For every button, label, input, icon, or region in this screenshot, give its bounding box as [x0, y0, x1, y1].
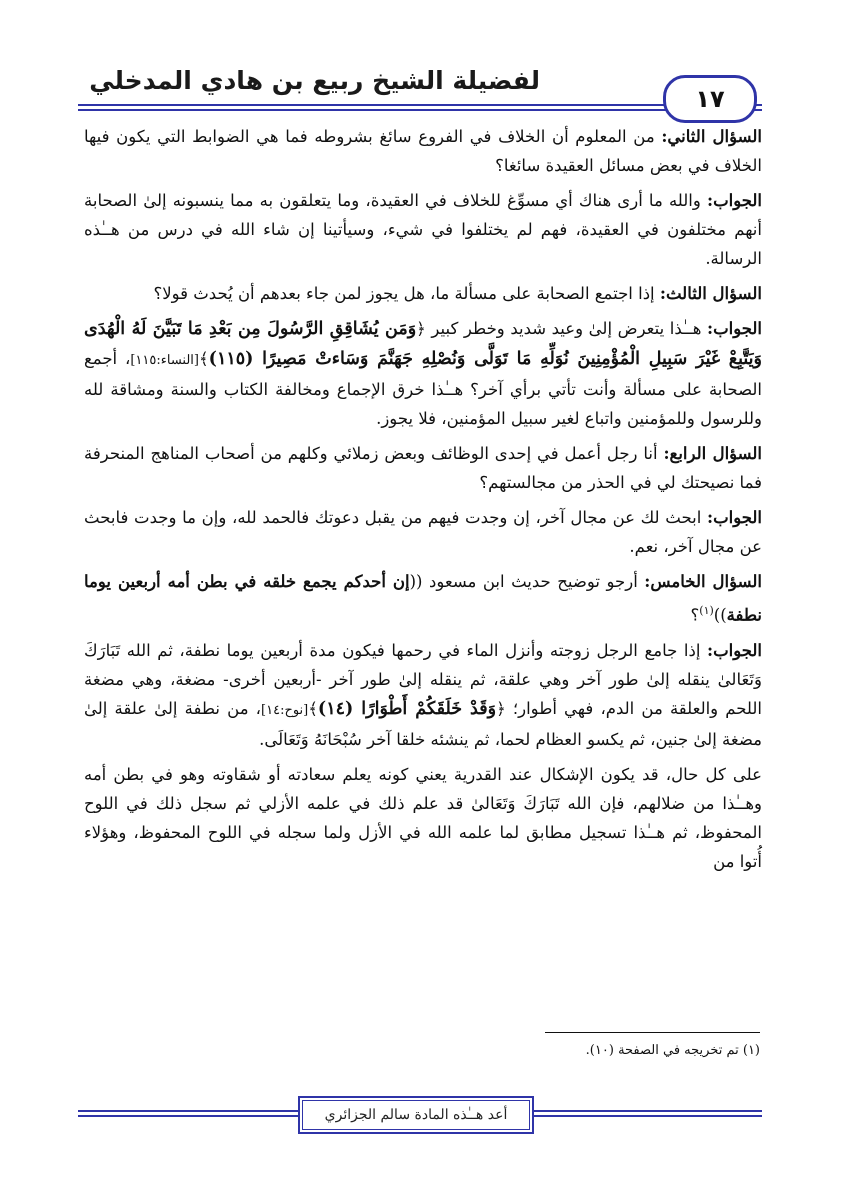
answer-label: الجواب:	[707, 508, 762, 527]
question-4	[84, 439, 762, 497]
answer-5	[84, 636, 762, 754]
answer-2	[84, 186, 762, 273]
answer-3	[84, 314, 762, 433]
question-5	[84, 567, 762, 630]
verse-reference: [نوح:١٤]	[261, 702, 309, 718]
question-2	[84, 122, 762, 180]
quran-verse: وَمَن يُشَاقِقِ الرَّسُولَ مِن بَعْدِ مَا تَبَيَّنَ لَهُ الْهُدَى وَيَتَّبِعْ غَيْرَ سَبِيلِ الْمُؤْمِنِينَ نُوَلِّهِ مَا تَوَلَّى وَنُصْلِهِ جَهَنَّمَ وَسَاءتْ مَصِيرًا (١١٥)	[84, 319, 762, 369]
answer-text: ابحث لك عن مجال آخر، إن وجدت فيهم من يقبل دعوتك فالحمد لله، وإن ما وجدت فابحث عن مجال آخر، نعم.	[84, 508, 762, 556]
footnote	[400, 1040, 760, 1062]
answer-text: إذا جامع الرجل زوجته وأنزل الماء في رحمها فيكون مدة أربعين يوما نطفة، ثم الله تَبَارَكَ وَتَعَالىٰ ينقله إلىٰ طور آخر وهي علقة، ثم ينقله إلىٰ طور آخر -أربعين أخرى- مضغة، وهي مضغة اللحم والعلقة من الدم، فهي أطوار؛ ﴿	[84, 640, 762, 718]
footnote-marker[interactable]: (١)	[699, 604, 714, 617]
footnote-text: تم تخريجه في الصفحة (١٠).	[585, 1043, 743, 1058]
question-text: إذا اجتمع الصحابة على مسألة ما، هل يجوز لمن جاء بعدهم أن يُحدث قولا؟	[153, 284, 660, 303]
question-text: من المعلوم أن الخلاف في الفروع سائغ بشروطه فما هي الضوابط التي يكون فيها الخلاف في بعض مسائل العقيدة سائغا؟	[84, 127, 762, 175]
answer-label: الجواب:	[707, 319, 762, 338]
question-text: أنا رجل أعمل في إحدى الوظائف وبعض زملائي وكلهم من أصحاب المناهج المنحرفة فما نصيحتك لي في الحذر من مجالستهم؟	[84, 444, 762, 492]
quran-verse: وَقَدْ خَلَقَكُمْ أَطْوَارًا (١٤)	[317, 698, 497, 719]
answer-text: ، من نطفة إلىٰ علقة إلىٰ مضغة إلىٰ جنين، ثم يكسو العظام لحما، ثم ينشئه خلقا آخر سُبْحَانَهُ وَتَعَالَى.	[84, 698, 762, 749]
page-body	[84, 122, 762, 882]
question-3	[84, 279, 762, 308]
header-rule	[78, 104, 668, 111]
answer-text: ﴾	[308, 698, 318, 718]
closing-paragraph: على كل حال، قد يكون الإشكال عند القدرية يعني كونه يعلم سعادته أو شقاوته وهو في بطن أمه وهــٰذا من ضلالهم، فإن الله تَبَارَكَ وَتَعَالىٰ قد علم ذلك في علمه الأزلي ثم سجل ذلك في اللوح المحفوظ، ثم هــٰذا تسجيل مطابق لما علمه الله في الأزل ولما سجله في اللوح المحفوظ، وهؤلاء أُتوا من	[84, 764, 762, 871]
page-header-title: لفضيلة الشيخ ربيع بن هادي المدخلي	[89, 66, 540, 95]
answer-text: ، أجمع الصحابة على مسألة وأنت تأتي برأي آخر؟ هــٰذا خرق الإجماع ومخالفة الكتاب والسنة ومشاقة لله وللرسول وللمؤمنين واتباع لغير سبيل المؤمنين، فلا يجوز.	[84, 349, 762, 428]
answer-label: الجواب:	[707, 640, 762, 660]
question-label: السؤال الرابع:	[663, 444, 763, 463]
verse-reference: [النساء:١١٥]	[130, 353, 199, 368]
answer-text: والله ما أرى هناك أي مسوِّغ للخلاف في العقيدة، وما يتعلقون به مما ينسبونه إلىٰ الصحابة أنهم مختلفون في العقيدة، فهم لم يختلفوا في شيء، وسيأتينا إن شاء الله في درس من هــٰذه الرسالة.	[84, 191, 762, 268]
hadith-text: إن أحدكم يجمع خلقه في بطن أمه أربعين يوما نطفة	[84, 572, 762, 625]
question-label: السؤال الثاني:	[661, 127, 762, 146]
answer-text: ﴾	[198, 349, 209, 368]
page-number: ١٧	[663, 75, 757, 123]
answer-label: الجواب:	[707, 191, 762, 210]
question-label: السؤال الخامس:	[644, 572, 762, 591]
footer-credit: أعد هــٰذه المادة سالم الجزائري	[298, 1096, 534, 1134]
footnote-separator	[545, 1032, 760, 1033]
footnote-mark: (١)	[742, 1043, 760, 1058]
question-text: ؟	[690, 605, 700, 625]
question-text: أرجو توضيح حديث ابن مسعود ((	[409, 572, 645, 591]
question-label: السؤال الثالث:	[659, 284, 762, 303]
answer-text: هــٰذا يتعرض إلىٰ وعيد شديد وخطر كبير ﴿	[416, 319, 707, 338]
question-text: ))	[713, 605, 727, 625]
answer-4	[84, 503, 762, 561]
